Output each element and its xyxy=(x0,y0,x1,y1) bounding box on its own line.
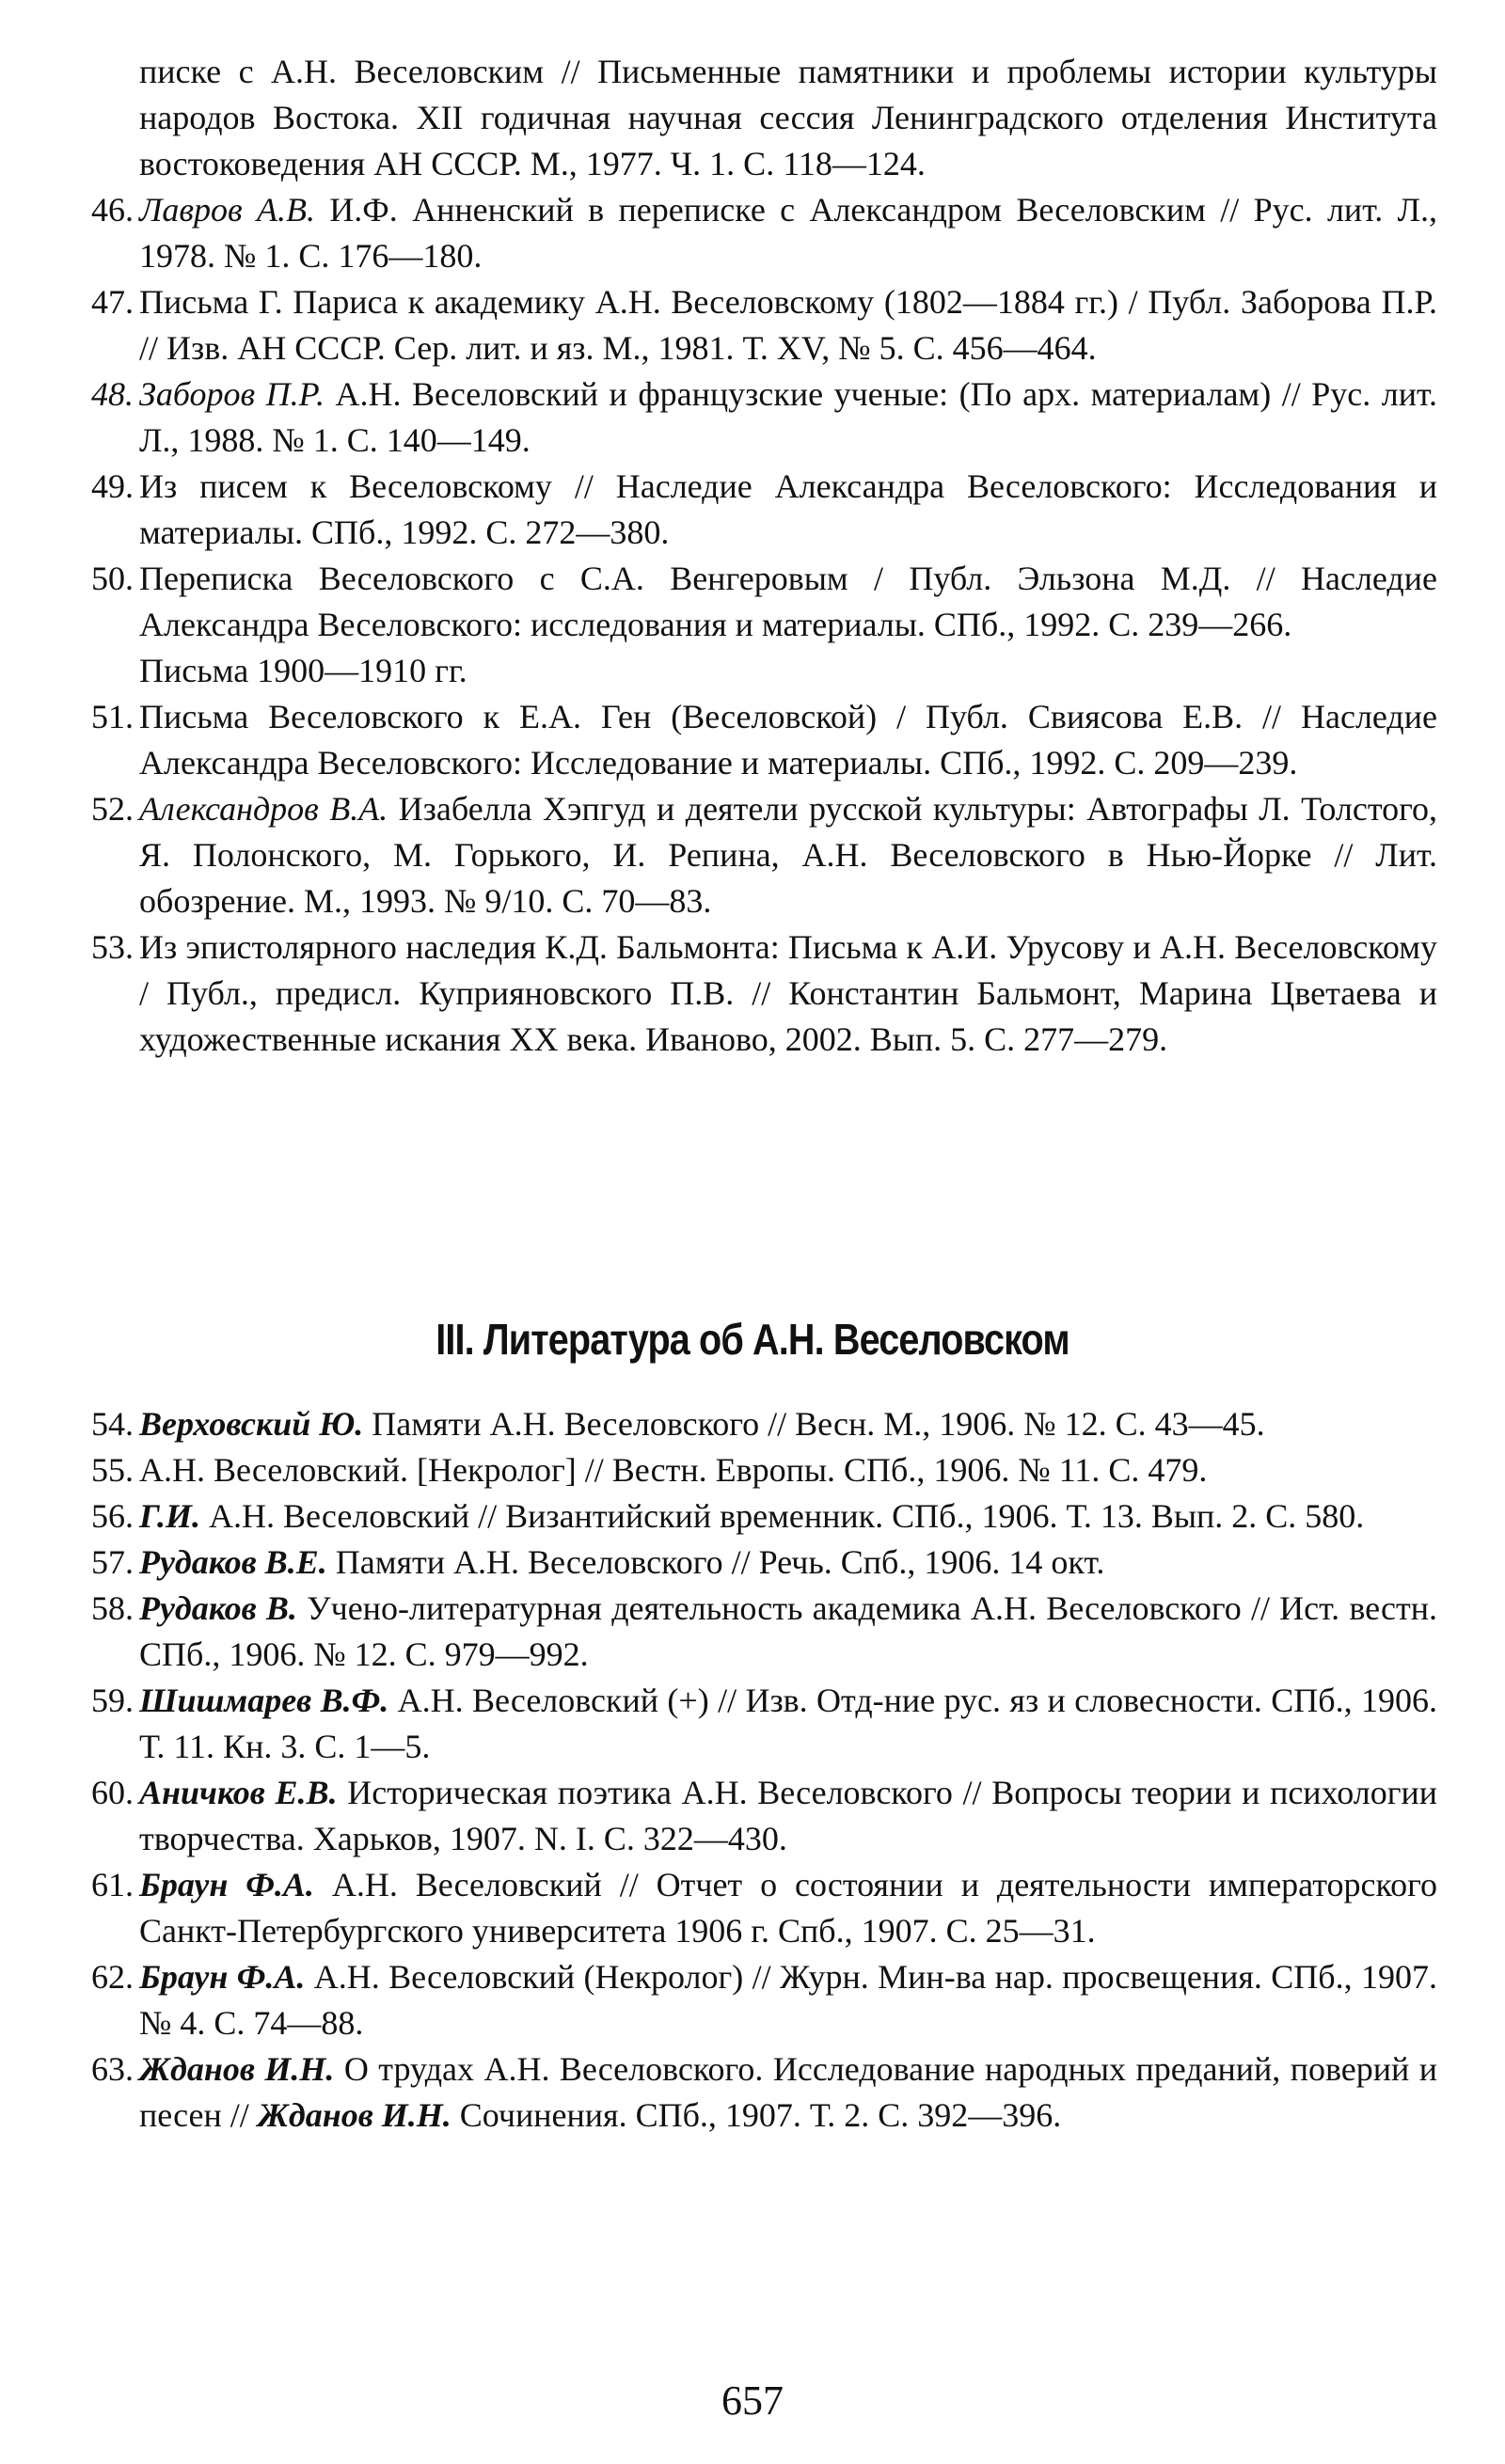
section-heading: III. Литература об А.Н. Веселовском xyxy=(436,1315,1069,1364)
bibliography-entry xyxy=(91,279,1437,371)
entry-text: Учено-литературная деятельность академика А.Н. Веселовского // Ист. вестн. СПб., 1906. № 12. С. 979—992. xyxy=(139,1589,1437,1673)
bibliography-entry xyxy=(91,1954,1437,2046)
bibliography-entry xyxy=(91,1540,1437,1586)
entry-text: Историческая поэтика А.Н. Веселовского // Вопросы теории и психологии творчества. Харьков, 1907. N. I. С. 322—430. xyxy=(139,1774,1437,1857)
entry-number: 53. xyxy=(91,928,134,966)
entry-number: 51. xyxy=(91,698,134,735)
entry-text: Памяти А.Н. Веселовского // Весн. М., 1906. № 12. С. 43—45. xyxy=(363,1405,1265,1443)
entry-author: Верховский Ю. xyxy=(139,1405,364,1443)
entry-text: Памяти А.Н. Веселовского // Речь. Спб., 1906. 14 окт. xyxy=(326,1543,1105,1581)
bibliography-list-top xyxy=(91,49,1438,1063)
bibliography-entry xyxy=(91,1678,1437,1770)
entry-continuation: писке с А.Н. Веселовским // Письменные памятники и проблемы истории культуры народов Востока. XII годичная научная сессия Ленинградского отделения Института востоковедения АН СССР. М., 1977. Ч. 1. С. 118—124. xyxy=(139,53,1437,182)
entry-author: Аничков Е.В. xyxy=(139,1774,338,1811)
entry-number: 55. xyxy=(91,1451,134,1489)
entry-number: 60. xyxy=(91,1774,134,1811)
bibliography-entry xyxy=(91,1493,1437,1540)
bibliography-entry xyxy=(91,1862,1437,1954)
bibliography-entry xyxy=(91,694,1437,786)
entry-text: И.Ф. Анненский в переписке с Александром Веселовским // Рус. лит. Л., 1978. № 1. С. 176—180. xyxy=(139,191,1437,275)
bibliography-entry xyxy=(91,187,1437,279)
bibliography-list-bottom xyxy=(91,1401,1437,2139)
page-number: 657 xyxy=(721,2377,784,2424)
entry-author: Браун Ф.А. xyxy=(139,1866,314,1903)
entry-text: Переписка Веселовского с С.А. Венгеровым / Публ. Эльзона М.Д. // Наследие Александра Веселовского: исследования и материалы. СПб., 1992. С. 239—266. xyxy=(139,560,1437,643)
entry-text: Из эпистолярного наследия К.Д. Бальмонта: Письма к А.И. Урусову и А.Н. Веселовскому / Публ., предисл. Куприяновского П.В. // Константин Бальмонт, Марина Цветаева и художественные искания XX века. Иваново, 2002. Вып. 5. С. 277—279. xyxy=(139,928,1437,1058)
bibliography-entry xyxy=(91,1770,1437,1862)
entry-text: А.Н. Веселовский и французские ученые: (По арх. материалам) // Рус. лит. Л., 1988. № 1. С. 140—149. xyxy=(139,375,1438,459)
entry-number: 57. xyxy=(91,1543,134,1581)
entry-text: Изабелла Хэпгуд и деятели русской культуры: Автографы Л. Толстого, Я. Полонского, М. Горького, И. Репина, А.Н. Веселовского в Нью-Йорке // Лит. обозрение. М., 1993. № 9/10. С. 70—83. xyxy=(139,790,1437,920)
entry-number: 58. xyxy=(91,1589,134,1627)
entry-author: Заборов П.Р. xyxy=(139,375,325,413)
entry-author: Жданов И.Н. xyxy=(257,2096,452,2134)
bibliography-entry xyxy=(91,1586,1437,1678)
entry-number: 56. xyxy=(91,1497,134,1535)
entry-text: Сочинения. СПб., 1907. Т. 2. С. 392—396. xyxy=(451,2096,1062,2134)
entry-author: Браун Ф.А. xyxy=(139,1958,306,1996)
entry-author: Шишмарев В.Ф. xyxy=(139,1682,389,1719)
entry-number: 48. xyxy=(91,375,134,413)
entry-text: А.Н. Веселовский // Отчет о состоянии и деятельности императорского Санкт-Петербургского университета 1906 г. Спб., 1907. С. 25—31. xyxy=(139,1866,1437,1950)
bibliography-entry xyxy=(91,786,1437,924)
entry-number: 49. xyxy=(91,467,134,505)
entry-text: Письма Веселовского к Е.А. Ген (Веселовской) / Публ. Свиясова Е.В. // Наследие Александра Веселовского: Исследование и материалы. СПб., 1992. С. 209—239. xyxy=(139,698,1437,782)
bibliography-entry xyxy=(91,464,1437,556)
entry-text: О трудах А.Н. Веселовского. Исследование народных преданий, поверий и песен // xyxy=(139,2050,1437,2134)
entry-author: Лавров А.В. xyxy=(139,191,315,229)
entry-author: Рудаков В.Е. xyxy=(139,1543,327,1581)
entry-number: 47. xyxy=(91,283,134,321)
entry-number: 62. xyxy=(91,1958,134,1996)
entry-number: 54. xyxy=(91,1405,134,1443)
entry-number: 46. xyxy=(91,191,134,229)
entry-text: А.Н. Веселовский. [Некролог] // Вестн. Европы. СПб., 1906. № 11. С. 479. xyxy=(139,1451,1208,1489)
entry-number: 61. xyxy=(91,1866,134,1903)
bibliography-entry xyxy=(91,2046,1437,2139)
entry-number: 63. xyxy=(91,2050,134,2088)
entry-text: А.Н. Веселовский (Некролог) // Журн. Мин-ва нар. просвещения. СПб., 1907. № 4. С. 74—88. xyxy=(139,1958,1437,2042)
entry-number: 59. xyxy=(91,1682,134,1719)
entry-text: Письма Г. Париса к академику А.Н. Веселовскому (1802—1884 гг.) / Публ. Заборова П.Р. // Изв. АН СССР. Сер. лит. и яз. М., 1981. Т. XV, № 5. С. 456—464. xyxy=(139,283,1437,367)
bibliography-entry xyxy=(91,371,1438,464)
entry-number: 52. xyxy=(91,790,134,828)
bibliography-entry xyxy=(91,924,1437,1063)
entry-text: Из писем к Веселовскому // Наследие Александра Веселовского: Исследования и материалы. СПб., 1992. С. 272—380. xyxy=(139,467,1437,551)
bibliography-entry xyxy=(91,1447,1437,1493)
entry-author: Жданов И.Н. xyxy=(139,2050,335,2088)
bibliography-entry xyxy=(91,556,1437,648)
entry-author: Г.И. xyxy=(139,1497,201,1535)
entry-text: А.Н. Веселовский (+) // Изв. Отд-ние рус. яз и словесности. СПб., 1906. Т. 11. Кн. 3. С. 1—5. xyxy=(139,1682,1437,1765)
subheading: Письма 1900—1910 гг. xyxy=(139,652,467,689)
entry-author: Рудаков В. xyxy=(139,1589,297,1627)
entry-number: 50. xyxy=(91,560,134,597)
entry-author: Александров В.А. xyxy=(139,790,388,828)
bibliography-entry xyxy=(91,1401,1437,1447)
entry-text: А.Н. Веселовский // Византийский временник. СПб., 1906. Т. 13. Вып. 2. С. 580. xyxy=(200,1497,1365,1535)
